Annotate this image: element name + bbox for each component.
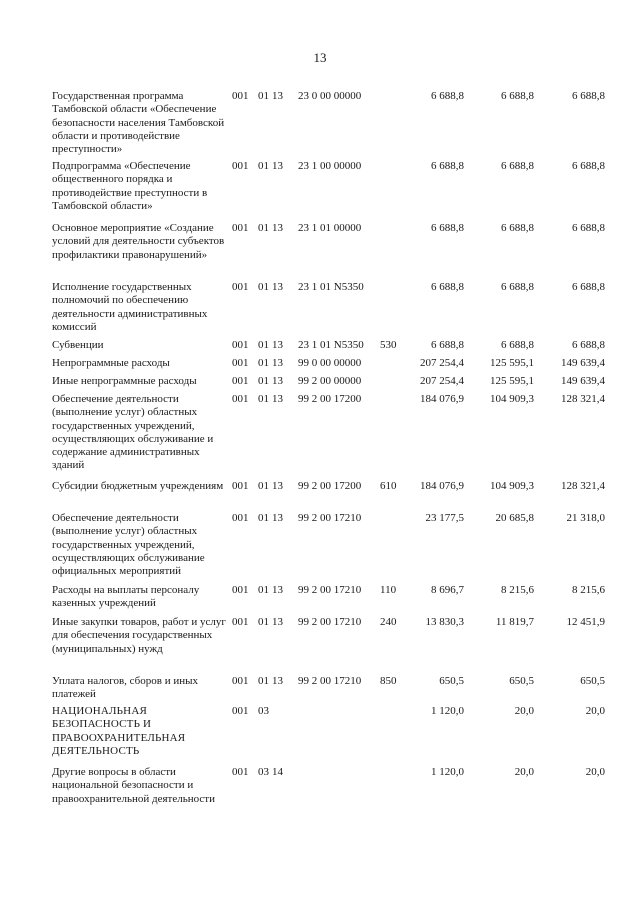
ministry-code: 001 — [232, 90, 249, 102]
amount-year-1: 184 076,9 — [420, 480, 464, 492]
amount-year-3: 20,0 — [585, 705, 605, 717]
amount-year-3: 6 688,8 — [572, 90, 605, 102]
amount-year-2: 11 819,7 — [495, 616, 534, 628]
row-name: Иные непрограммные расходы — [52, 375, 197, 387]
ministry-code: 001 — [232, 616, 249, 628]
amount-year-1: 6 688,8 — [431, 160, 464, 172]
target-article-code: 23 1 00 00000 — [298, 160, 362, 172]
target-article-code: 99 2 00 17210 — [298, 512, 362, 524]
section-code: 01 — [258, 357, 269, 369]
amount-year-2: 6 688,8 — [501, 281, 534, 293]
row-name: Основное мероприятие «Создание условий для деятельности субъектов профилактики правонарушений» — [52, 222, 225, 261]
subsection-code: 13 — [272, 584, 283, 596]
amount-year-3: 21 318,0 — [566, 512, 605, 524]
amount-year-1: 6 688,8 — [431, 90, 464, 102]
amount-year-1: 13 830,3 — [425, 616, 464, 628]
target-article-code: 99 2 00 17200 — [298, 393, 362, 405]
amount-year-3: 650,5 — [580, 675, 605, 687]
row-name: Обеспечение деятельности (выполнение услуг) областных государственных учреждений, осуществляющих обслуживание официальных мероприятий — [52, 512, 205, 578]
amount-year-1: 1 120,0 — [431, 766, 464, 778]
row-name: Расходы на выплаты персоналу казенных учреждений — [52, 584, 200, 610]
amount-year-3: 149 639,4 — [561, 357, 605, 369]
target-article-code: 23 1 01 N5350 — [298, 339, 364, 351]
amount-year-1: 8 696,7 — [431, 584, 464, 596]
amount-year-2: 125 595,1 — [490, 357, 534, 369]
row-name: Государственная программа Тамбовской области «Обеспечение безопасности населения Тамбовской области и противодействие преступности» — [52, 90, 225, 156]
section-code: 01 — [258, 512, 269, 524]
section-code: 01 — [258, 90, 269, 102]
section-code: 01 — [258, 339, 269, 351]
amount-year-2: 20 685,8 — [495, 512, 534, 524]
expense-type-code: 850 — [380, 675, 397, 687]
target-article-code: 99 2 00 17200 — [298, 480, 362, 492]
expense-type-code: 530 — [380, 339, 397, 351]
amount-year-2: 8 215,6 — [501, 584, 534, 596]
row-name: НАЦИОНАЛЬНАЯ БЕЗОПАСНОСТЬ И ПРАВООХРАНИТЕЛЬНАЯ ДЕЯТЕЛЬНОСТЬ — [52, 705, 186, 757]
target-article-code: 99 2 00 17210 — [298, 616, 362, 628]
ministry-code: 001 — [232, 584, 249, 596]
row-name: Иные закупки товаров, работ и услуг для обеспечения государственных (муниципальных) нужд — [52, 616, 226, 655]
subsection-code: 13 — [272, 339, 283, 351]
subsection-code: 13 — [272, 393, 283, 405]
target-article-code: 23 0 00 00000 — [298, 90, 362, 102]
subsection-code: 13 — [272, 480, 283, 492]
ministry-code: 001 — [232, 393, 249, 405]
subsection-code: 13 — [272, 616, 283, 628]
amount-year-3: 8 215,6 — [572, 584, 605, 596]
amount-year-2: 20,0 — [514, 766, 534, 778]
amount-year-1: 6 688,8 — [431, 281, 464, 293]
section-code: 01 — [258, 281, 269, 293]
subsection-code: 13 — [272, 222, 283, 234]
subsection-code: 13 — [272, 512, 283, 524]
page-number: 13 — [313, 50, 327, 65]
row-name: Исполнение государственных полномочий по обеспечению деятельности административных комиссий — [52, 281, 208, 333]
section-code: 03 — [258, 766, 269, 778]
target-article-code: 23 1 01 00000 — [298, 222, 362, 234]
subsection-code: 13 — [272, 281, 283, 293]
section-code: 01 — [258, 480, 269, 492]
amount-year-3: 149 639,4 — [561, 375, 605, 387]
amount-year-2: 650,5 — [509, 675, 534, 687]
amount-year-2: 6 688,8 — [501, 160, 534, 172]
amount-year-1: 207 254,4 — [420, 375, 464, 387]
section-code: 03 — [258, 705, 269, 717]
amount-year-2: 20,0 — [514, 705, 534, 717]
row-name: Субсидии бюджетным учреждениям — [52, 480, 224, 492]
ministry-code: 001 — [232, 339, 249, 351]
ministry-code: 001 — [232, 160, 249, 172]
ministry-code: 001 — [232, 281, 249, 293]
section-code: 01 — [258, 375, 269, 387]
subsection-code: 13 — [272, 90, 283, 102]
section-code: 01 — [258, 160, 269, 172]
ministry-code: 001 — [232, 357, 249, 369]
target-article-code: 99 2 00 17210 — [298, 584, 362, 596]
section-code: 01 — [258, 584, 269, 596]
ministry-code: 001 — [232, 222, 249, 234]
amount-year-2: 104 909,3 — [490, 393, 534, 405]
amount-year-2: 6 688,8 — [501, 339, 534, 351]
section-code: 01 — [258, 393, 269, 405]
row-name: Непрограммные расходы — [52, 357, 170, 369]
expense-type-code: 110 — [380, 584, 397, 596]
amount-year-1: 207 254,4 — [420, 357, 464, 369]
amount-year-1: 23 177,5 — [425, 512, 464, 524]
amount-year-1: 1 120,0 — [431, 705, 464, 717]
subsection-code: 13 — [272, 675, 283, 687]
expense-type-code: 610 — [380, 480, 397, 492]
section-code: 01 — [258, 616, 269, 628]
ministry-code: 001 — [232, 480, 249, 492]
section-code: 01 — [258, 675, 269, 687]
subsection-code: 14 — [272, 766, 283, 778]
target-article-code: 23 1 01 N5350 — [298, 281, 364, 293]
amount-year-1: 6 688,8 — [431, 222, 464, 234]
subsection-code: 13 — [272, 357, 283, 369]
amount-year-2: 6 688,8 — [501, 90, 534, 102]
amount-year-3: 128 321,4 — [561, 393, 605, 405]
row-name: Субвенции — [52, 339, 104, 351]
ministry-code: 001 — [232, 675, 249, 687]
target-article-code: 99 2 00 17210 — [298, 675, 362, 687]
amount-year-3: 12 451,9 — [566, 616, 605, 628]
amount-year-1: 650,5 — [439, 675, 464, 687]
target-article-code: 99 2 00 00000 — [298, 375, 362, 387]
ministry-code: 001 — [232, 705, 249, 717]
amount-year-1: 6 688,8 — [431, 339, 464, 351]
ministry-code: 001 — [232, 512, 249, 524]
amount-year-3: 6 688,8 — [572, 339, 605, 351]
amount-year-1: 184 076,9 — [420, 393, 464, 405]
subsection-code: 13 — [272, 160, 283, 172]
amount-year-2: 6 688,8 — [501, 222, 534, 234]
expense-type-code: 240 — [380, 616, 397, 628]
row-name: Другие вопросы в области национальной безопасности и правоохранительной деятельности — [52, 766, 215, 805]
amount-year-2: 125 595,1 — [490, 375, 534, 387]
ministry-code: 001 — [232, 766, 249, 778]
section-code: 01 — [258, 222, 269, 234]
amount-year-3: 20,0 — [585, 766, 605, 778]
amount-year-3: 128 321,4 — [561, 480, 605, 492]
row-name: Уплата налогов, сборов и иных платежей — [52, 675, 199, 701]
row-name: Подпрограмма «Обеспечение общественного порядка и противодействие преступности в Тамбовской области» — [52, 160, 208, 212]
amount-year-3: 6 688,8 — [572, 222, 605, 234]
row-name: Обеспечение деятельности (выполнение услуг) областных государственных учреждений, осуществляющих обслуживание и содержание административных зданий — [52, 393, 214, 472]
target-article-code: 99 0 00 00000 — [298, 357, 362, 369]
amount-year-2: 104 909,3 — [490, 480, 534, 492]
amount-year-3: 6 688,8 — [572, 281, 605, 293]
subsection-code: 13 — [272, 375, 283, 387]
ministry-code: 001 — [232, 375, 249, 387]
amount-year-3: 6 688,8 — [572, 160, 605, 172]
